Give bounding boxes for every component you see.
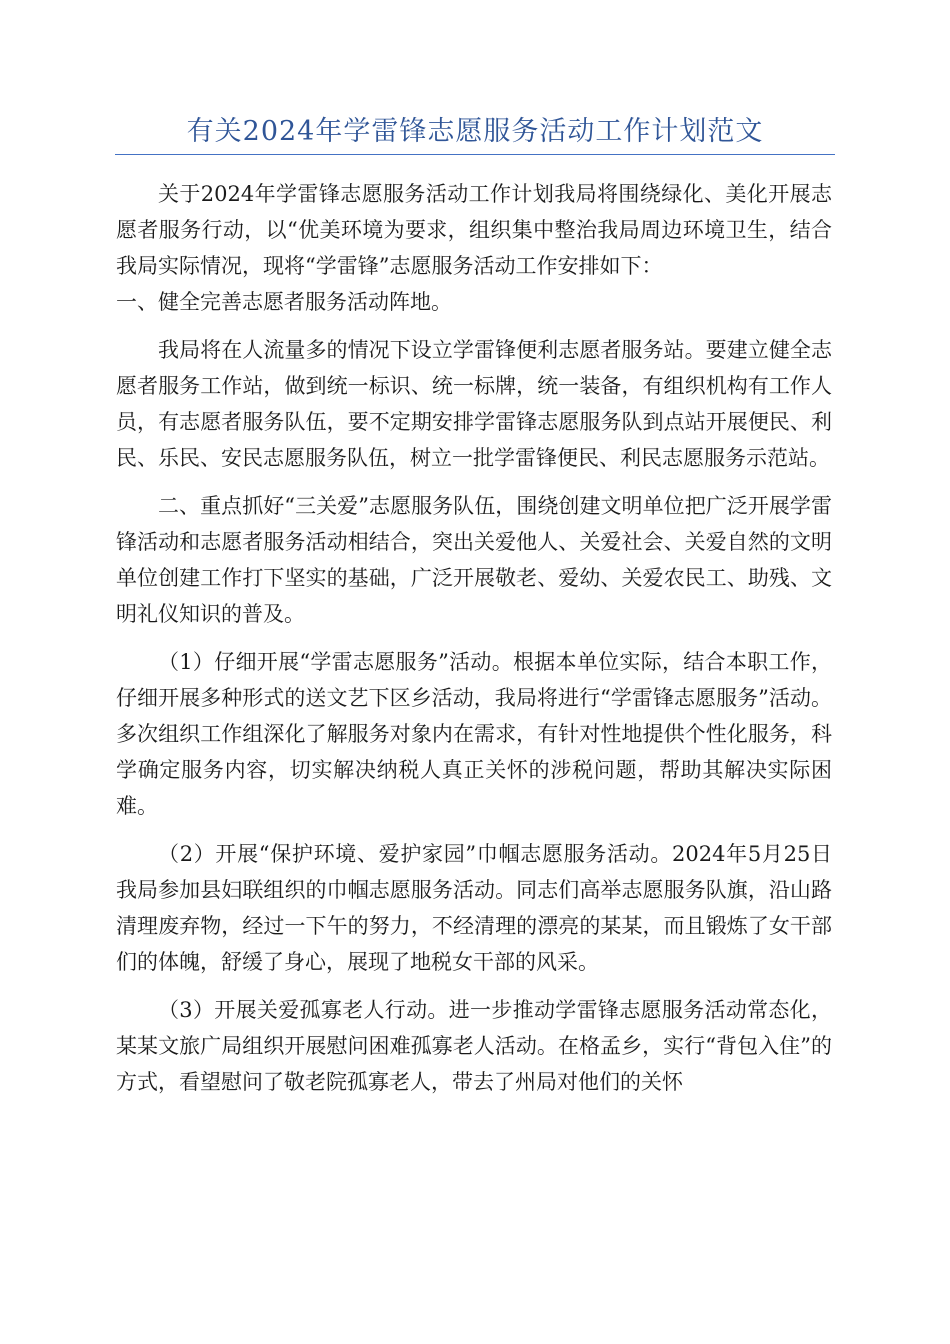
paragraph-gap xyxy=(116,632,832,644)
paragraph-gap xyxy=(116,824,832,836)
paragraph-section-1: 我局将在人流量多的情况下设立学雷锋便利志愿者服务站。要建立健全志愿者服务工作站，做到统一标识、统一标牌，统一装备，有组织机构有工作人员，有志愿者服务队伍，要不定期安排学雷锋志愿服务队到点站开展便民、利民、乐民、安民志愿服务队伍，树立一批学雷锋便民、利民志愿服务示范站。 xyxy=(116,338,832,470)
section-heading-1: 一、健全完善志愿者服务活动阵地。 xyxy=(116,290,452,314)
paragraph-section-2: 二、重点抓好“三关爱”志愿服务队伍，围绕创建文明单位把广泛开展学雷锋活动和志愿者服务活动相结合，突出关爱他人、关爱社会、关爱自然的文明单位创建工作打下坚实的基础，广泛开展敬老、爱幼、关爱农民工、助残、文明礼仪知识的普及。 xyxy=(116,494,832,626)
document-body xyxy=(116,176,832,1100)
paragraph-gap xyxy=(116,476,832,488)
title-block xyxy=(115,112,835,152)
title-underline xyxy=(115,154,835,155)
paragraph-intro: 关于2024年学雷锋志愿服务活动工作计划我局将围绕绿化、美化开展志愿者服务行动，以“优美环境为要求，组织集中整治我局周边环境卫生，结合我局实际情况，现将“学雷锋”志愿服务活动工作安排如下： xyxy=(116,182,832,278)
paragraph-gap xyxy=(116,980,832,992)
page-title: 有关2024年学雷锋志愿服务活动工作计划范文 xyxy=(186,116,764,147)
paragraph-item-1: （1）仔细开展“学雷志愿服务”活动。根据本单位实际，结合本职工作，仔细开展多种形式的送文艺下区乡活动，我局将进行“学雷锋志愿服务”活动。多次组织工作组深化了解服务对象内在需求，有针对性地提供个性化服务，科学确定服务内容，切实解决纳税人真正关怀的涉税问题，帮助其解决实际困难。 xyxy=(116,650,832,818)
paragraph-gap xyxy=(116,320,832,332)
paragraph-item-2: （2）开展“保护环境、爱护家园”巾帼志愿服务活动。2024年5月25日我局参加县妇联组织的巾帼志愿服务活动。同志们高举志愿服务队旗，沿山路清理废弃物，经过一下午的努力，不经清理的漂亮的某某，而且锻炼了女干部们的体魄，舒缓了身心，展现了地税女干部的风采。 xyxy=(116,842,832,974)
paragraph-item-3: （3）开展关爱孤寡老人行动。进一步推动学雷锋志愿服务活动常态化，某某文旅广局组织开展慰问困难孤寡老人活动。在格孟乡，实行“背包入住”的方式，看望慰问了敬老院孤寡老人，带去了州局对他们的关怀 xyxy=(116,998,832,1094)
